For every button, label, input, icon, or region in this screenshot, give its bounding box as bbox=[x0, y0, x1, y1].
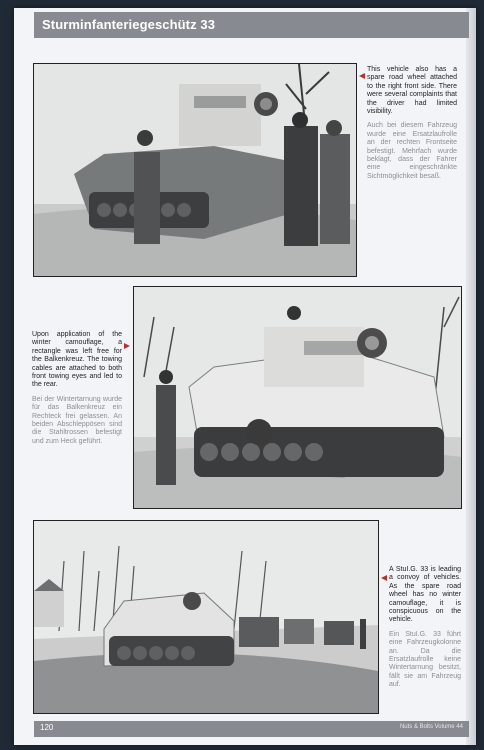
photo-middle-image bbox=[134, 287, 461, 508]
footer-bar bbox=[34, 721, 469, 737]
page-number: 120 bbox=[40, 723, 54, 732]
photo-middle bbox=[133, 286, 462, 509]
page-edge bbox=[466, 8, 476, 745]
caption-block-2 bbox=[32, 331, 122, 452]
caption-block-1 bbox=[367, 66, 457, 187]
caption-arrow bbox=[359, 73, 365, 79]
photo-bottom bbox=[33, 520, 379, 714]
caption-german: Bei der Wintertarnung wurde für das Balkenkreuz ein Rechteck frei gelassen. An beiden Abschleppösen sind die Stahltrossen befestigt und zum Heck geführt. bbox=[32, 395, 122, 445]
page-title: Sturminfanteriegeschütz 33 bbox=[42, 17, 216, 32]
caption-german: Ein StuI.G. 33 führt eine Fahrzeugkolonne an. Da die Ersatzlaufrolle keine Wintertarnung besitzt, fällt sie am Fahrzeug auf. bbox=[389, 630, 461, 689]
caption-english: A StuI.G. 33 is leading a convoy of vehicles. As the spare road wheel has no winter camouflage, it is conspicuous on the vehicle. bbox=[389, 566, 461, 624]
caption-english: This vehicle also has a spare road wheel attached to the right front side. There were several complaints that the driver had limited visibility. bbox=[367, 66, 457, 116]
magazine-page bbox=[14, 8, 476, 745]
caption-english: Upon application of the winter camouflage, a rectangle was left free for the Balkenkreuz. The towing cables are attached to both front towing eyes and led to the rear. bbox=[32, 331, 122, 389]
caption-arrow bbox=[381, 575, 387, 581]
caption-arrow bbox=[124, 343, 130, 349]
photo-top-image bbox=[34, 64, 356, 276]
photo-bottom-image bbox=[34, 521, 378, 713]
magazine-name: Nuts & Bolts Volume 44 bbox=[399, 724, 463, 730]
photo-top bbox=[33, 63, 357, 277]
caption-block-3 bbox=[389, 566, 461, 696]
caption-german: Auch bei diesem Fahrzeug wurde eine Ersatzlaufrolle an der rechten Frontseite befestigt. Mehrfach wurde beklagt, dass der Fahrer eine eingeschränkte Sichtmöglichkeit besaß. bbox=[367, 122, 457, 180]
header-bar bbox=[34, 12, 469, 38]
